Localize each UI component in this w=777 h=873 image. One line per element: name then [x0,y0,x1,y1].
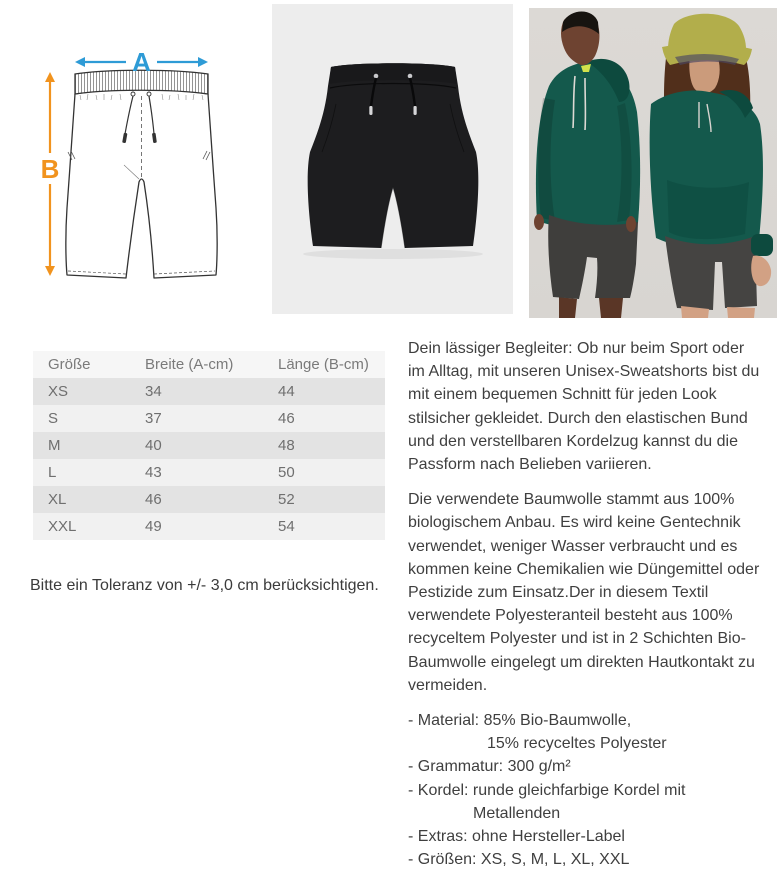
size-table-header-row [33,351,385,378]
product-description [408,337,764,871]
length-label: B [40,154,60,184]
spec-line-kordel: - Kordel: runde gleichfarbige Kordel mit [408,781,686,799]
col-header-laenge: Länge (B-cm) [278,351,385,378]
tolerance-note: Bitte ein Toleranz von +/- 3,0 cm berücksichtigen. [30,577,379,594]
spec-list [408,709,764,871]
product-photo [272,4,513,314]
spec-line-material: - Material: 85% Bio-Baumwolle, [408,712,632,730]
spec-line-groessen: - Größen: XS, S, M, L, XL, XXL [408,851,630,869]
spec-line-material2: 15% recyceltes Polyester [487,735,667,753]
models-wearing-product-image [529,8,777,318]
shorts-silhouette [308,63,479,248]
col-header-groesse: Größe [33,351,145,378]
shorts-measure-sketch [20,28,258,312]
table-row: XXL 49 54 [33,513,385,540]
spec-line-extras: - Extras: ohne Hersteller-Label [408,828,625,846]
description-paragraph: Die verwendete Baumwolle stammt aus 100% biologischem Anbau. Es wird keine Gentechnik verwendet, weniger Wasser verbraucht und es kommen keine Chemikalien wie Düngemittel oder Pestizide zum Einsatz.Der in diesem Textil verwendete Polyesteranteil besteht aus 100% recyceltem Polyester und ist in 2 Schichten Bio-Baumwolle eingelegt um direkten Hautkontakt zu vermeiden. [408,491,760,694]
black-sweatshorts-image [272,4,513,314]
description-paragraph: Dein lässiger Begleiter: Ob nur beim Sport oder im Alltag, mit unseren Unisex-Sweatshorts bist du mit einem bequemen Schnitt für jeden Look stilsicher gekleidet. Durch den elastischen Bund und den verstellbaren Kordelzug kannst du die Passform nach Belieben variieren. [408,340,760,474]
table-row: L 43 50 [33,459,385,486]
table-row: S 37 46 [33,405,385,432]
shorts-sketch-outline [66,70,217,278]
col-header-breite: Breite (A-cm) [145,351,278,378]
width-label: A [132,47,151,77]
table-row: XS 34 44 [33,378,385,405]
table-row: XL 46 52 [33,486,385,513]
spec-line-kordel2: Metallenden [473,804,561,822]
spec-line-grammatur: - Grammatur: 300 g/m² [408,758,571,776]
table-row: M 40 48 [33,432,385,459]
length-arrow-icon [41,72,60,276]
models-photo [529,8,777,318]
size-diagram [20,28,258,312]
size-table [33,351,385,540]
